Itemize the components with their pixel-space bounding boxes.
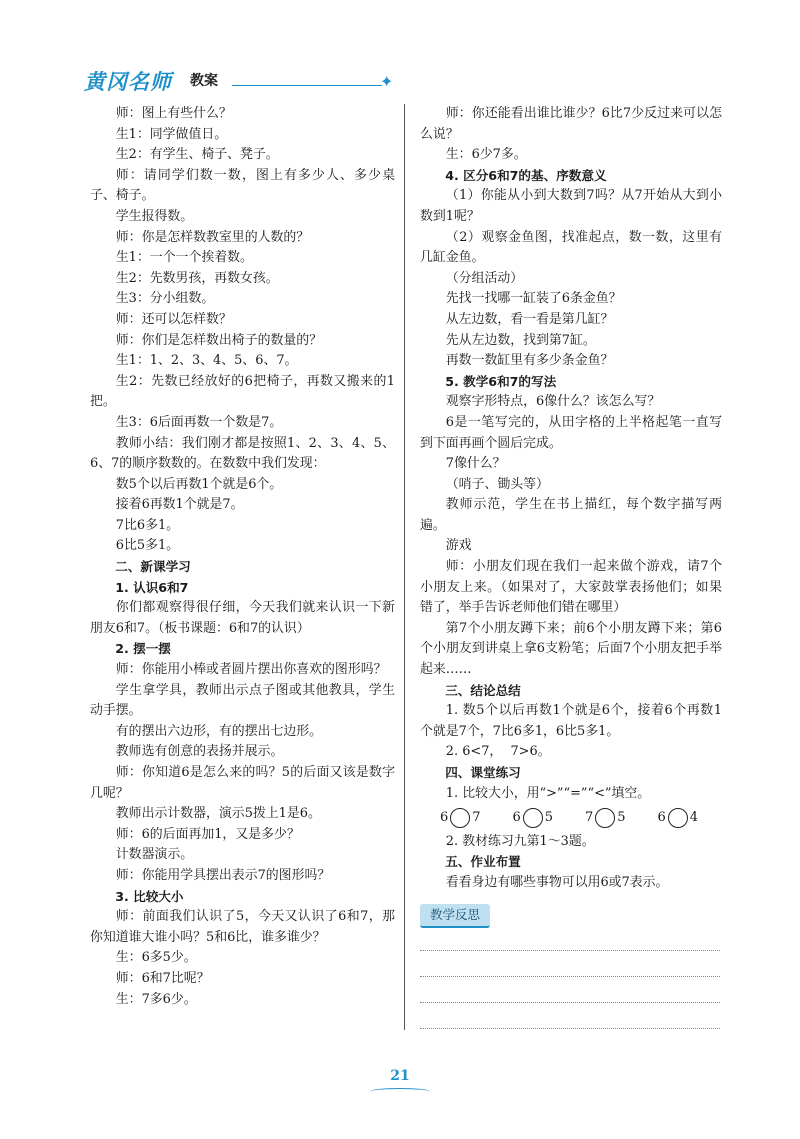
section-heading: 五、作业布置 [445, 854, 521, 870]
paragraph: 6比5多1。 [115, 538, 180, 554]
paragraph: 生2：先数男孩，再数女孩。 [115, 270, 279, 286]
answer-circle[interactable] [668, 808, 688, 828]
paragraph: 生：7多6少。 [115, 991, 197, 1007]
paragraph: 教师示范，学生在书上描红，每个数字描写两遍。 [420, 497, 722, 533]
compare-left-number: 6 [440, 810, 449, 826]
paragraph: 生3：6后面再数一个数是7。 [115, 414, 283, 430]
paragraph: 6是一笔写完的，从田字格的上半格起笔一直写到下面再画个圆后完成。 [420, 414, 722, 451]
paragraph: 师：你还能看出谁比谁少？6比7少反过来可以怎么说？ [420, 106, 722, 142]
brand-logo: 黄冈名师 [84, 70, 172, 94]
subsection-heading: 4. 区分6和7的基、序数意义 [445, 167, 607, 183]
paragraph: 教师选有创意的表扬并展示。 [115, 744, 284, 760]
paragraph: 师：你能用学具摆出表示7的图形吗？ [115, 867, 331, 883]
paragraph: 生1：一个一个挨着数。 [115, 250, 253, 266]
paragraph: 师：6和7比呢？ [115, 970, 210, 986]
paragraph: 生：6少7多。 [445, 147, 527, 163]
paragraph: 生1：1、2、3、4、5、6、7。 [115, 353, 298, 369]
sparkle-icon: ✦ [380, 72, 394, 91]
paragraph: 看看身边有哪些事物可以用6或7表示。 [445, 874, 669, 890]
paragraph: 7比6多1。 [115, 517, 180, 533]
compare-right-number: 7 [472, 810, 481, 826]
paragraph: 师：前面我们认识了5，今天又认识了6和7，那你知道谁大谁小吗？5和6比，谁多谁少？ [90, 909, 395, 945]
page-number: 21 [390, 1068, 410, 1084]
section-heading: 三、结论总结 [445, 682, 521, 698]
paragraph: 游戏 [445, 538, 472, 554]
paragraph: 从左边数，看一看是第几缸？ [445, 311, 614, 327]
reflection-line[interactable] [420, 950, 720, 951]
compare-item [658, 808, 723, 829]
paragraph: 生2：先数已经放好的6把椅子，再数又搬来的1把。 [90, 373, 395, 410]
compare-right-number: 5 [617, 810, 626, 826]
paragraph: 学生报得数。 [115, 208, 194, 224]
paragraph: （1）你能从小到大数到7吗？从7开始从大到小数到1呢？ [420, 188, 722, 224]
reflection-line[interactable] [420, 976, 720, 977]
paragraph: 教师出示计数器，演示5拨上1是6。 [115, 806, 321, 822]
page-header [84, 66, 394, 98]
paragraph: 教师小结：我们刚才都是按照1、2、3、4、5、6、7的顺序数数的。在数数中我们发现： [90, 435, 395, 472]
subsection-heading: 5. 教学6和7的写法 [445, 373, 557, 389]
paragraph: 师：你能用小棒或者圆片摆出你喜欢的图形吗？ [115, 662, 387, 678]
paragraph: 生2：有学生、椅子、凳子。 [115, 147, 279, 163]
subsection-heading: 2. 摆一摆 [115, 641, 171, 657]
column-divider [404, 104, 405, 1030]
paragraph: 师：你们是怎样数出椅子的数量的？ [115, 332, 323, 348]
paragraph: 师：还可以怎样数？ [115, 311, 232, 327]
reflection-line[interactable] [420, 1002, 720, 1003]
compare-left-number: 6 [512, 810, 521, 826]
paragraph: 生：6多5少。 [115, 950, 197, 966]
paragraph: （哨子、锄头等） [445, 476, 549, 492]
reflection-line[interactable] [420, 1028, 720, 1029]
paragraph: 生3：分小组数。 [115, 291, 215, 307]
section-heading: 二、新课学习 [115, 559, 191, 575]
compare-right-number: 5 [544, 810, 554, 826]
paragraph: 有的摆出六边形，有的摆出七边形。 [115, 723, 323, 739]
paragraph: 接着6再数1个就是7。 [115, 497, 244, 513]
paragraph: 7像什么？ [445, 456, 506, 472]
paragraph: 师：图上有些什么？ [115, 106, 232, 121]
paragraph: 先找一找哪一缸装了6条金鱼？ [445, 291, 622, 307]
header-rule [232, 85, 382, 86]
paragraph: （2）观察金鱼图，找准起点，数一数，这里有几缸金鱼。 [420, 229, 722, 266]
compare-item [513, 808, 578, 829]
paragraph: 2. 6<7， 7>6。 [445, 744, 551, 760]
paragraph: 学生拿学具，教师出示点子图或其他教具，学生动手摆。 [90, 682, 395, 719]
paragraph: 1. 数5个以后再数1个就是6个，接着6个再数1个就是7个，7比6多1，6比5多1。 [420, 703, 722, 739]
paragraph: 先从左边数，找到第7缸。 [445, 332, 596, 348]
right-column [420, 104, 722, 894]
paragraph: 计数器演示。 [115, 847, 194, 863]
subsection-heading: 1. 认识6和7 [115, 579, 189, 595]
paragraph: 你们都观察得很仔细，今天我们就来认识一下新朋友6和7。（板书课题：6和7的认识） [90, 600, 395, 636]
answer-circle[interactable] [450, 808, 470, 828]
paragraph: 2. 教材练习九第1～3题。 [445, 833, 595, 849]
teaching-reflection-label: 教学反思 [420, 904, 490, 928]
answer-circle[interactable] [595, 808, 615, 828]
compare-item [585, 808, 650, 829]
paragraph: 师：请同学们数一数，图上有多少人、多少桌子、椅子。 [90, 167, 395, 204]
paragraph: （分组活动） [445, 270, 524, 286]
paragraph: 观察字形特点，6像什么？该怎么写？ [445, 394, 661, 410]
section-heading: 四、课堂练习 [445, 765, 521, 780]
compare-left-number: 6 [657, 810, 666, 826]
compare-item [440, 808, 505, 829]
header-subtitle: 教案 [190, 73, 218, 89]
paragraph: 再数一数缸里有多少条金鱼？ [445, 353, 614, 369]
paragraph: 生1：同学做值日。 [115, 126, 228, 142]
paragraph: 师：你是怎样数教室里的人数的？ [115, 229, 310, 245]
paragraph: 师：你知道6是怎么来的吗？5的后面又该是数字几呢？ [90, 765, 395, 801]
subsection-heading: 3. 比较大小 [115, 888, 184, 904]
paragraph: 师：6的后面再加1，又是多少？ [115, 826, 300, 842]
paragraph: 1. 比较大小，用“>”“=”“<”填空。 [445, 785, 651, 801]
paragraph: 数5个以后再数1个就是6个。 [115, 476, 283, 492]
page-number-ornament [370, 1088, 430, 1095]
answer-circle[interactable] [523, 808, 543, 828]
left-column [90, 104, 395, 1010]
compare-left-number: 7 [585, 810, 594, 826]
compare-right-number: 4 [689, 810, 699, 826]
paragraph: 第7个小朋友蹲下来；前6个小朋友蹲下来；第6个小朋友到讲桌上拿6支粉笔；后面7个小朋友把手举起来…… [420, 620, 722, 678]
compare-exercise-row [440, 808, 722, 829]
paragraph: 师：小朋友们现在我们一起来做个游戏，请7个小朋友上来。（如果对了，大家鼓掌表扬他们；如果错了，举手告诉老师他们错在哪里） [420, 559, 722, 616]
